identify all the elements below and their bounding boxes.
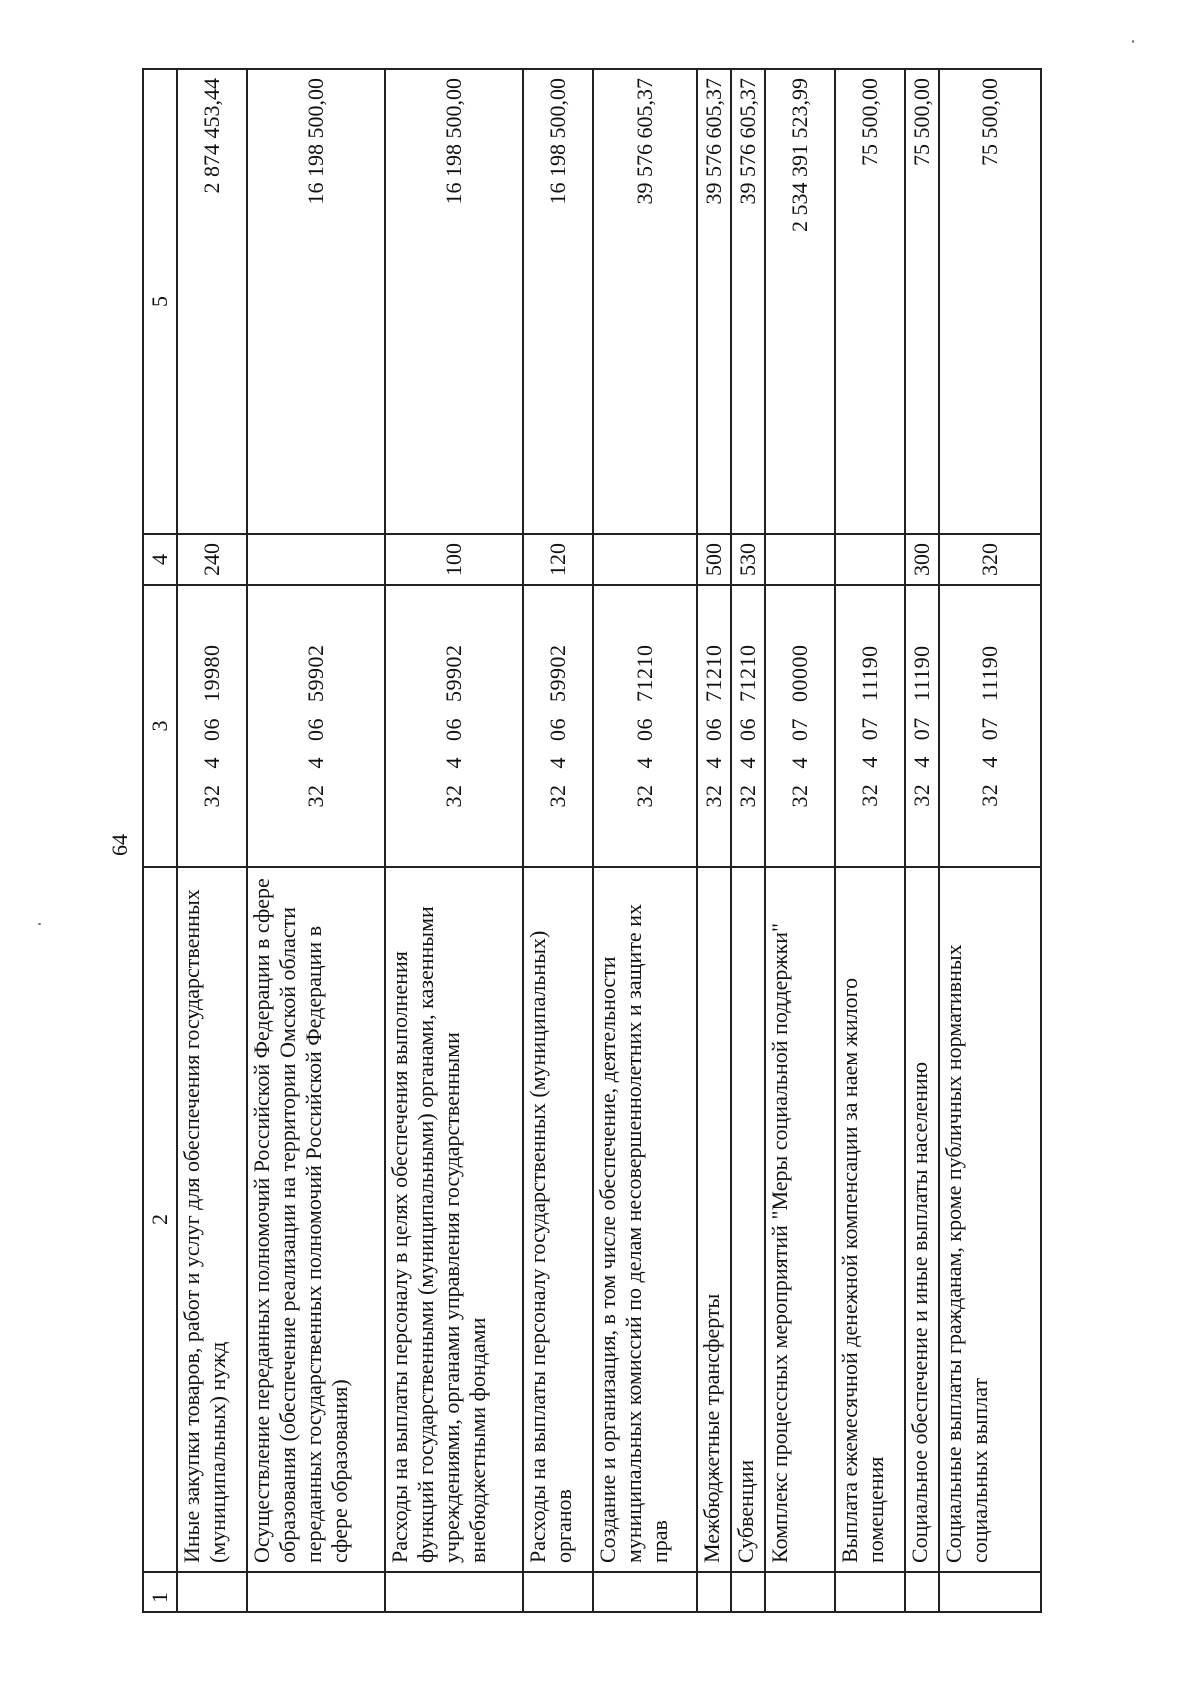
- row-name: Расходы на выплаты персоналу в целях обеспечения выполнения функций государственными (муниципальными) органами, казенными учреждениями, органами управления государственными внебюджетными фондами: [385, 867, 523, 1572]
- row-type: 530: [731, 534, 765, 585]
- row-name: Комплекс процессных мероприятий "Меры социальной поддержки": [765, 867, 835, 1572]
- table-row: [697, 69, 731, 1612]
- table-row: [247, 69, 385, 1612]
- row-code: 32 4 06 71210: [701, 644, 726, 808]
- table-row: [835, 69, 905, 1612]
- row-name: Создание и организация, в том числе обеспечение, деятельности муниципальных комиссий по делам несовершеннолетних и защите их прав: [593, 867, 697, 1572]
- row-type: [835, 534, 905, 585]
- row-code: 32 4 07 00000: [787, 644, 812, 808]
- row-code: 32 4 07 11190: [857, 645, 882, 807]
- row-number-cell: [593, 1572, 697, 1612]
- table-row: [593, 69, 697, 1612]
- row-name: Иные закупки товаров, работ и услуг для обеспечения государственных (муниципальных) нужд: [177, 867, 247, 1572]
- row-amount: 75 500,00: [835, 69, 905, 534]
- row-type: [765, 534, 835, 585]
- row-name: Субвенции: [731, 867, 765, 1572]
- row-type: [247, 534, 385, 585]
- row-amount: 39 576 605,37: [697, 69, 731, 534]
- table-row: [177, 69, 247, 1612]
- row-name: Межбюджетные трансферты: [697, 867, 731, 1572]
- table-row: [939, 69, 1041, 1612]
- row-type: 240: [177, 534, 247, 585]
- row-amount: 16 198 500,00: [247, 69, 385, 534]
- row-number-cell: [177, 1572, 247, 1612]
- row-number-cell: [247, 1572, 385, 1612]
- row-amount: 39 576 605,37: [731, 69, 765, 534]
- row-name: Расходы на выплаты персоналу государственных (муниципальных) органов: [523, 867, 593, 1572]
- table-row: [905, 69, 939, 1612]
- table-row: [385, 69, 523, 1612]
- row-type: 100: [385, 534, 523, 585]
- row-code: 32 4 07 11190: [909, 645, 934, 807]
- row-number-cell: [697, 1572, 731, 1612]
- table-row: [765, 69, 835, 1612]
- row-number-cell: [905, 1572, 939, 1612]
- row-name: Выплата ежемесячной денежной компенсации за наем жилого помещения: [835, 867, 905, 1572]
- table-row: [523, 69, 593, 1612]
- scan-speck: [1132, 40, 1134, 43]
- row-type: 320: [939, 534, 1041, 585]
- row-name: Социальное обеспечение и иные выплаты населению: [905, 867, 939, 1572]
- row-amount: 2 874 453,44: [177, 69, 247, 534]
- row-amount: 75 500,00: [905, 69, 939, 534]
- row-number-cell: [385, 1572, 523, 1612]
- rotated-table-container: [142, 70, 1042, 1613]
- row-code: 32 4 06 59902: [303, 644, 328, 808]
- header-col-1: 1: [143, 1572, 177, 1612]
- row-number-cell: [523, 1572, 593, 1612]
- row-code: 32 4 07 11190: [977, 645, 1002, 807]
- row-number-cell: [835, 1572, 905, 1612]
- header-col-2: 2: [143, 867, 177, 1572]
- row-number-cell: [939, 1572, 1041, 1612]
- row-code: 32 4 06 59902: [441, 644, 466, 808]
- header-col-5: 5: [143, 69, 177, 534]
- budget-table: [142, 68, 1042, 1613]
- row-type: [593, 534, 697, 585]
- row-amount: 16 198 500,00: [385, 69, 523, 534]
- row-number-cell: [731, 1572, 765, 1612]
- row-code: 32 4 06 71210: [632, 644, 657, 808]
- header-col-3: 3: [143, 585, 177, 867]
- page-number: 64: [107, 834, 132, 856]
- row-code: 32 4 06 71210: [735, 644, 760, 808]
- row-amount: 16 198 500,00: [523, 69, 593, 534]
- row-type: 500: [697, 534, 731, 585]
- row-name: Осуществление переданных полномочий Российской Федерации в сфере образования (обеспечение реализации на территории Омской области переданных государственных полномочий Российской Федерации в сфере образования): [247, 867, 385, 1572]
- row-amount: 39 576 605,37: [593, 69, 697, 534]
- scan-speck: [38, 923, 41, 925]
- table-header-row: [143, 69, 177, 1612]
- row-number-cell: [765, 1572, 835, 1612]
- row-type: 300: [905, 534, 939, 585]
- header-col-4: 4: [143, 534, 177, 585]
- row-type: 120: [523, 534, 593, 585]
- row-name: Социальные выплаты гражданам, кроме публичных нормативных социальных выплат: [939, 867, 1041, 1572]
- table-row: [731, 69, 765, 1612]
- row-code: 32 4 06 59902: [545, 644, 570, 808]
- row-amount: 75 500,00: [939, 69, 1041, 534]
- row-amount: 2 534 391 523,99: [765, 69, 835, 534]
- row-code: 32 4 06 19980: [199, 644, 224, 808]
